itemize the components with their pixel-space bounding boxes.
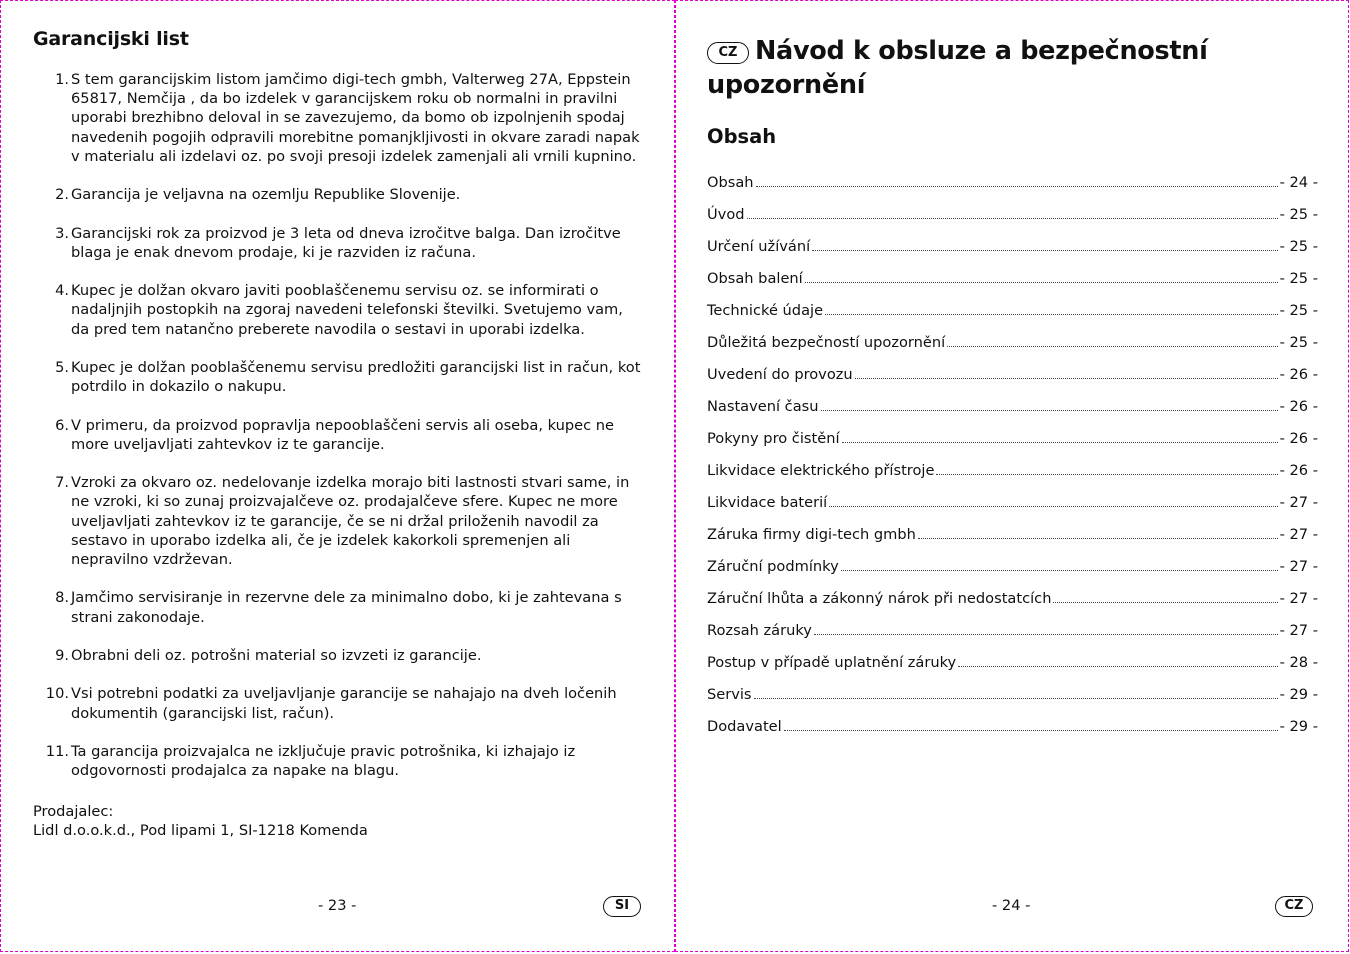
toc-label: Likvidace elektrického přístroje: [707, 462, 935, 479]
list-item: [33, 684, 643, 722]
page-number: - 23 -: [318, 897, 357, 914]
dot-leader: [947, 346, 1277, 347]
item-text: Vsi potrebni podatki za uveljavljanje garancije se nahajajo na dveh ločenih dokumentih (garancijski list, račun).: [71, 685, 617, 722]
toc-page: - 26 -: [1279, 398, 1318, 415]
list-item: [33, 416, 643, 454]
item-text: Garancija je veljavna na ozemlju Republike Slovenije.: [71, 186, 461, 204]
dot-leader: [756, 186, 1278, 187]
toc-page: - 25 -: [1279, 302, 1318, 319]
item-text: S tem garancijskim listom jamčimo digi-tech gmbh, Valterweg 27A, Eppstein 65817, Nemčija , da bo izdelek v garancijskem roku ob normalni in pravilni uporabi brezhibno deloval in se zavezujemo, da bomo ob izpolnjenih spodaj navedenih pogojih odpravili morebitne pomanjkljivosti in okvare zaradi napak v materialu ali izdelavi oz. po svoji presoji izdelek zamenjali ali vrnili kupnino.: [71, 71, 640, 165]
page-title: Garancijski list: [33, 28, 189, 50]
table-of-contents: [707, 169, 1318, 745]
page-right-cz: [675, 0, 1349, 952]
dot-leader: [812, 250, 1277, 251]
seller-block: [33, 802, 368, 840]
toc-page: - 25 -: [1279, 238, 1318, 255]
toc-entry[interactable]: [707, 393, 1318, 425]
toc-page: - 29 -: [1279, 718, 1318, 735]
list-item: [33, 185, 643, 204]
item-number: 9.: [55, 646, 69, 664]
list-item: [33, 473, 643, 569]
list-item: [33, 224, 643, 262]
toc-label: Likvidace baterií: [707, 494, 828, 511]
toc-page: - 28 -: [1279, 654, 1318, 671]
dot-leader: [958, 666, 1277, 667]
toc-label: Obsah: [707, 174, 754, 191]
dot-leader: [784, 730, 1278, 731]
toc-entry[interactable]: [707, 713, 1318, 745]
toc-label: Nastavení času: [707, 398, 819, 415]
contents-heading: Obsah: [707, 125, 777, 148]
dot-leader: [814, 634, 1278, 635]
dot-leader: [855, 378, 1278, 379]
list-item: [33, 646, 643, 665]
toc-page: - 27 -: [1279, 526, 1318, 543]
toc-page: - 25 -: [1279, 270, 1318, 287]
toc-page: - 26 -: [1279, 430, 1318, 447]
toc-page: - 25 -: [1279, 334, 1318, 351]
toc-entry[interactable]: [707, 329, 1318, 361]
toc-label: Technické údaje: [707, 302, 824, 319]
item-text: V primeru, da proizvod popravlja nepooblaščeni servis ali oseba, kupec ne more uveljavljati zahtevkov iz te garancije.: [71, 416, 615, 453]
toc-entry[interactable]: [707, 489, 1318, 521]
item-number: 3.: [55, 224, 69, 242]
item-number: 2.: [55, 186, 69, 204]
heading-text: Návod k obsluze a bezpečnostní upozornění: [707, 36, 1208, 100]
item-number: 4.: [55, 282, 69, 300]
dot-leader: [825, 314, 1278, 315]
language-badge-cz-title: CZ: [707, 42, 749, 64]
language-badge-cz: CZ: [1275, 896, 1313, 917]
list-item: [33, 70, 643, 166]
item-text: Jamčimo servisiranje in rezervne dele za minimalno dobo, ki je zahtevana s strani zakonodaje.: [71, 589, 622, 626]
toc-entry[interactable]: [707, 233, 1318, 265]
toc-entry[interactable]: [707, 425, 1318, 457]
toc-entry[interactable]: [707, 297, 1318, 329]
toc-page: - 26 -: [1279, 366, 1318, 383]
item-text: Kupec je dolžan okvaro javiti pooblaščenemu servisu oz. se informirati o nadaljnjih postopkih na zgoraj navedeni telefonski številki. Svetujemo vam, da pred tem natančno preberete navodila o sestavi in uporabi izdelka.: [71, 282, 623, 338]
toc-label: Záruka firmy digi-tech gmbh: [707, 526, 916, 543]
dot-leader: [842, 442, 1278, 443]
toc-entry[interactable]: [707, 265, 1318, 297]
warranty-terms-list: [33, 70, 643, 800]
item-text: Obrabni deli oz. potrošni material so izvzeti iz garancije.: [71, 646, 482, 664]
toc-label: Důležitá bezpečností upozornění: [707, 334, 946, 351]
toc-entry[interactable]: [707, 585, 1318, 617]
toc-label: Servis: [707, 686, 752, 703]
toc-entry[interactable]: [707, 201, 1318, 233]
toc-label: Záruční lhůta a zákonný nárok při nedostatcích: [707, 590, 1052, 607]
toc-label: Postup v případě uplatnění záruky: [707, 654, 957, 671]
item-text: Kupec je dolžan pooblaščenemu servisu predložiti garancijski list in račun, kot potrdilo in dokazilo o nakupu.: [71, 358, 641, 396]
toc-entry[interactable]: [707, 681, 1318, 713]
seller-label: Prodajalec:: [33, 803, 114, 820]
language-badge-si: SI: [603, 896, 641, 917]
toc-entry[interactable]: [707, 649, 1318, 681]
dot-leader: [1053, 602, 1277, 603]
item-text: Ta garancija proizvajalca ne izključuje pravic potrošnika, ki izhajajo iz odgovornosti prodajalca za napake na blagu.: [71, 742, 576, 780]
list-item: [33, 281, 643, 339]
item-text: Vzroki za okvaro oz. nedelovanje izdelka morajo biti lastnosti stvari same, in ne vzroki, ki so zunaj proizvajalčeve oz. prodajalčeve sfere. Kupec ne more uveljavljati zahtevkov iz te garancije, če se ni držal priloženih navodil za sestavo in uporabo izdelka ali, če je izdelek kakorkoli spremenjen ali nepravilno vzdrževan.: [71, 474, 630, 568]
item-number: 1.: [55, 71, 69, 88]
toc-label: Rozsah záruky: [707, 622, 812, 639]
list-item: [33, 358, 643, 396]
list-item: [33, 742, 643, 780]
dot-leader: [747, 218, 1278, 219]
toc-label: Dodavatel: [707, 718, 782, 735]
dot-leader: [754, 698, 1278, 699]
list-item: [33, 588, 643, 626]
item-text: Garancijski rok za proizvod je 3 leta od dneva izročitve balga. Dan izročitve blaga je enak dnevom prodaje, ki je razviden iz računa.: [71, 224, 621, 261]
toc-page: - 27 -: [1279, 622, 1318, 639]
toc-page: - 27 -: [1279, 558, 1318, 575]
page-left-si: [0, 0, 675, 952]
page-number: - 24 -: [992, 897, 1031, 914]
dot-leader: [841, 570, 1278, 571]
toc-entry[interactable]: [707, 457, 1318, 489]
toc-entry[interactable]: [707, 361, 1318, 393]
dot-leader: [829, 506, 1277, 507]
toc-entry[interactable]: [707, 553, 1318, 585]
toc-entry[interactable]: [707, 169, 1318, 201]
seller-address: Lidl d.o.o.k.d., Pod lipami 1, SI-1218 Komenda: [33, 822, 368, 840]
toc-label: Záruční podmínky: [707, 558, 839, 575]
toc-entry[interactable]: [707, 617, 1318, 649]
item-number: 11.: [45, 742, 69, 760]
item-number: 10.: [45, 685, 69, 703]
toc-label: Určení užívání: [707, 238, 811, 255]
toc-label: Uvedení do provozu: [707, 366, 853, 383]
toc-page: - 29 -: [1279, 686, 1318, 703]
dot-leader: [918, 538, 1278, 539]
dot-leader: [936, 474, 1277, 475]
toc-page: - 25 -: [1279, 206, 1318, 223]
toc-label: Obsah balení: [707, 270, 803, 287]
toc-page: - 27 -: [1279, 590, 1318, 607]
item-number: 8.: [55, 589, 69, 607]
toc-entry[interactable]: [707, 521, 1318, 553]
item-number: 5.: [55, 358, 69, 376]
item-number: 6.: [55, 416, 69, 434]
toc-label: Úvod: [707, 206, 745, 223]
dot-leader: [805, 282, 1278, 283]
item-number: 7.: [55, 474, 69, 492]
dot-leader: [821, 410, 1278, 411]
page-heading: [707, 34, 1247, 102]
toc-page: - 26 -: [1279, 462, 1318, 479]
toc-page: - 27 -: [1279, 494, 1318, 511]
toc-page: - 24 -: [1279, 174, 1318, 191]
toc-label: Pokyny pro čistění: [707, 430, 840, 447]
